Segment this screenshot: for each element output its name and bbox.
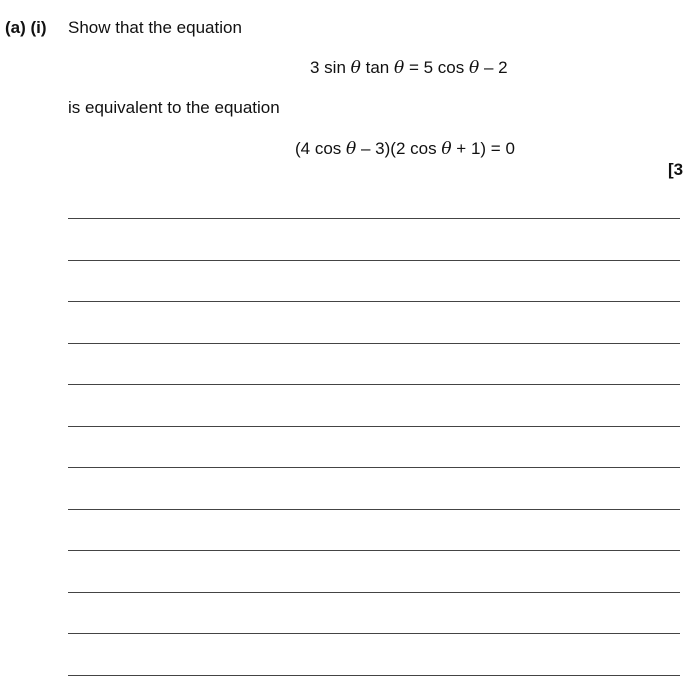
answer-line: [68, 467, 680, 468]
answer-line: [68, 426, 680, 427]
eq2-part-a: (4 cos: [295, 139, 347, 158]
eq2-part-c: + 1) = 0: [451, 139, 515, 158]
eq1-theta-1: θ: [350, 58, 361, 78]
eq1-tan: tan: [360, 58, 394, 77]
marks-label: [3: [668, 160, 683, 179]
answer-line: [68, 675, 680, 676]
answer-line: [68, 550, 680, 551]
question-part-label: (a) (i): [5, 18, 47, 37]
answer-lines-area: [68, 0, 680, 680]
question-intro-text: Show that the equation: [68, 18, 242, 37]
answer-line: [68, 592, 680, 593]
answer-line: [68, 218, 680, 219]
eq1-theta-3: θ: [468, 58, 480, 78]
answer-line: [68, 343, 680, 344]
answer-line: [68, 384, 680, 385]
eq2-theta-2: θ: [441, 139, 452, 159]
question-middle-text: is equivalent to the equation: [68, 98, 280, 117]
answer-line: [68, 509, 680, 510]
answer-line: [68, 633, 680, 634]
eq1-rhs-suffix: – 2: [479, 58, 508, 77]
eq1-equals-part: = 5 cos: [404, 58, 469, 77]
answer-line: [68, 301, 680, 302]
eq2-theta-1: θ: [346, 139, 357, 159]
eq1-lhs-prefix: 3 sin: [310, 58, 351, 77]
eq2-part-b: – 3)(2 cos: [356, 139, 442, 158]
eq1-theta-2: θ: [393, 58, 405, 78]
answer-line: [68, 260, 680, 261]
